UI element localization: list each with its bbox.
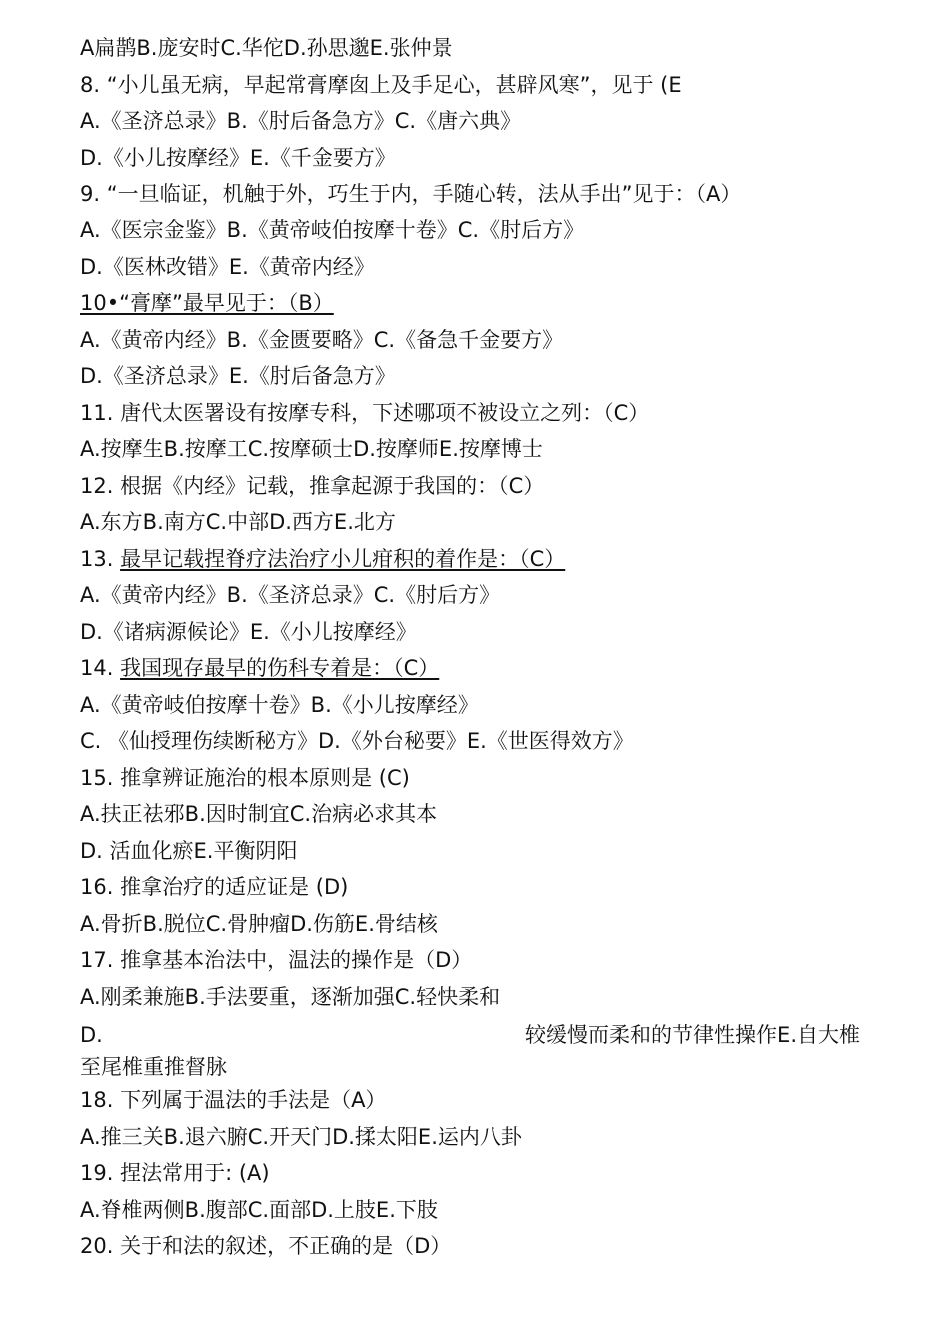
q13-stem bbox=[80, 541, 870, 578]
q10-stem bbox=[80, 285, 870, 322]
q18-stem: 18. 下列属于温法的手法是（A） bbox=[80, 1088, 387, 1112]
q17-option-d-text: 较缓慢而柔和的节律性操作E.自大椎 bbox=[525, 1023, 860, 1047]
q8-options-a-c: A.《圣济总录》B.《肘后备急方》C.《唐六典》 bbox=[80, 109, 522, 133]
q15-options-d-e: D. 活血化瘀E.平衡阴阳 bbox=[80, 838, 298, 863]
q8-options-d-e: D.《小儿按摩经》E.《千金要方》 bbox=[80, 145, 396, 170]
q18-options: A.推三关B.退六腑C.开天门D.揉太阳E.运内八卦 bbox=[80, 1124, 522, 1149]
q19-stem: 19. 捏法常用于: (A) bbox=[80, 1161, 270, 1185]
q17-options-a-c: A.刚柔兼施B.手法要重，逐渐加强C.轻快柔和 bbox=[80, 984, 501, 1009]
q7-options: A扁鹊B.庞安时C.华佗D.孙思邈E.张仲景 bbox=[80, 36, 453, 60]
q19-options: A.脊椎两侧B.腹部C.面部D.上肢E.下肢 bbox=[80, 1197, 438, 1222]
q17-stem: 17. 推拿基本治法中，温法的操作是（D） bbox=[80, 948, 473, 972]
q9-stem: 9. “一旦临证，机触于外，巧生于内，手随心转，法从手出”见于：（A） bbox=[80, 182, 742, 206]
q17-option-d-label: D. bbox=[80, 1023, 103, 1047]
q14-options-a-b: A.《黄帝岐伯按摩十卷》B.《小儿按摩经》 bbox=[80, 692, 479, 717]
q15-stem: 15. 推拿辨证施治的根本原则是 (C) bbox=[80, 765, 410, 790]
q14-options-c-e: C. 《仙授理伤续断秘方》D.《外台秘要》E.《世医得效方》 bbox=[80, 729, 634, 753]
q9-options-d-e: D.《医林改错》E.《黄帝内经》 bbox=[80, 254, 375, 279]
q10-options-a-c: A.《黄帝内经》B.《金匮要略》C.《备急千金要方》 bbox=[80, 327, 564, 352]
q11-options: A.按摩生B.按摩工C.按摩硕士D.按摩师E.按摩博士 bbox=[80, 437, 543, 461]
q14-stem-text: 我国现存最早的伤科专着是：（C） bbox=[120, 656, 440, 680]
q14-stem bbox=[80, 650, 870, 687]
q17-options-d-e bbox=[80, 1018, 870, 1052]
q15-options-a-c: A.扶正祛邪B.因时制宜C.治病必求其本 bbox=[80, 802, 438, 826]
q13-stem-text: 最早记载捏脊疗法治疗小儿疳积的着作是：（C） bbox=[120, 546, 566, 571]
q16-options: A.骨折B.脱位C.骨肿瘤D.伤筋E.骨结核 bbox=[80, 911, 438, 936]
q16-stem: 16. 推拿治疗的适应证是 (D) bbox=[80, 875, 349, 899]
document-page bbox=[80, 30, 870, 1265]
q14-number: 14. bbox=[80, 656, 121, 680]
q13-number: 13. bbox=[80, 546, 121, 571]
q12-stem: 12. 根据《内经》记载，推拿起源于我国的：（C） bbox=[80, 473, 545, 498]
q11-stem: 11. 唐代太医署设有按摩专科，下述哪项不被设立之列：（C） bbox=[80, 400, 650, 425]
q20-stem: 20. 关于和法的叙述，不正确的是（D） bbox=[80, 1234, 452, 1258]
q13-options-a-c: A.《黄帝内经》B.《圣济总录》C.《肘后方》 bbox=[80, 583, 501, 607]
q10-options-d-e: D.《圣济总录》E.《肘后备急方》 bbox=[80, 364, 396, 388]
q8-stem: 8. “小儿虽无病，早起常膏摩囱上及手足心，甚辟风寒”，见于 (E bbox=[80, 72, 682, 97]
q10-stem-text: 10•“膏摩”最早见于：（B） bbox=[80, 291, 334, 315]
q12-options: A.东方B.南方C.中部D.西方E.北方 bbox=[80, 510, 396, 534]
q17-option-e-continued: 至尾椎重推督脉 bbox=[80, 1055, 227, 1079]
q9-options-a-c: A.《医宗金鉴》B.《黄帝岐伯按摩十卷》C.《肘后方》 bbox=[80, 218, 585, 242]
q13-options-d-e: D.《诸病源候论》E.《小儿按摩经》 bbox=[80, 619, 417, 644]
